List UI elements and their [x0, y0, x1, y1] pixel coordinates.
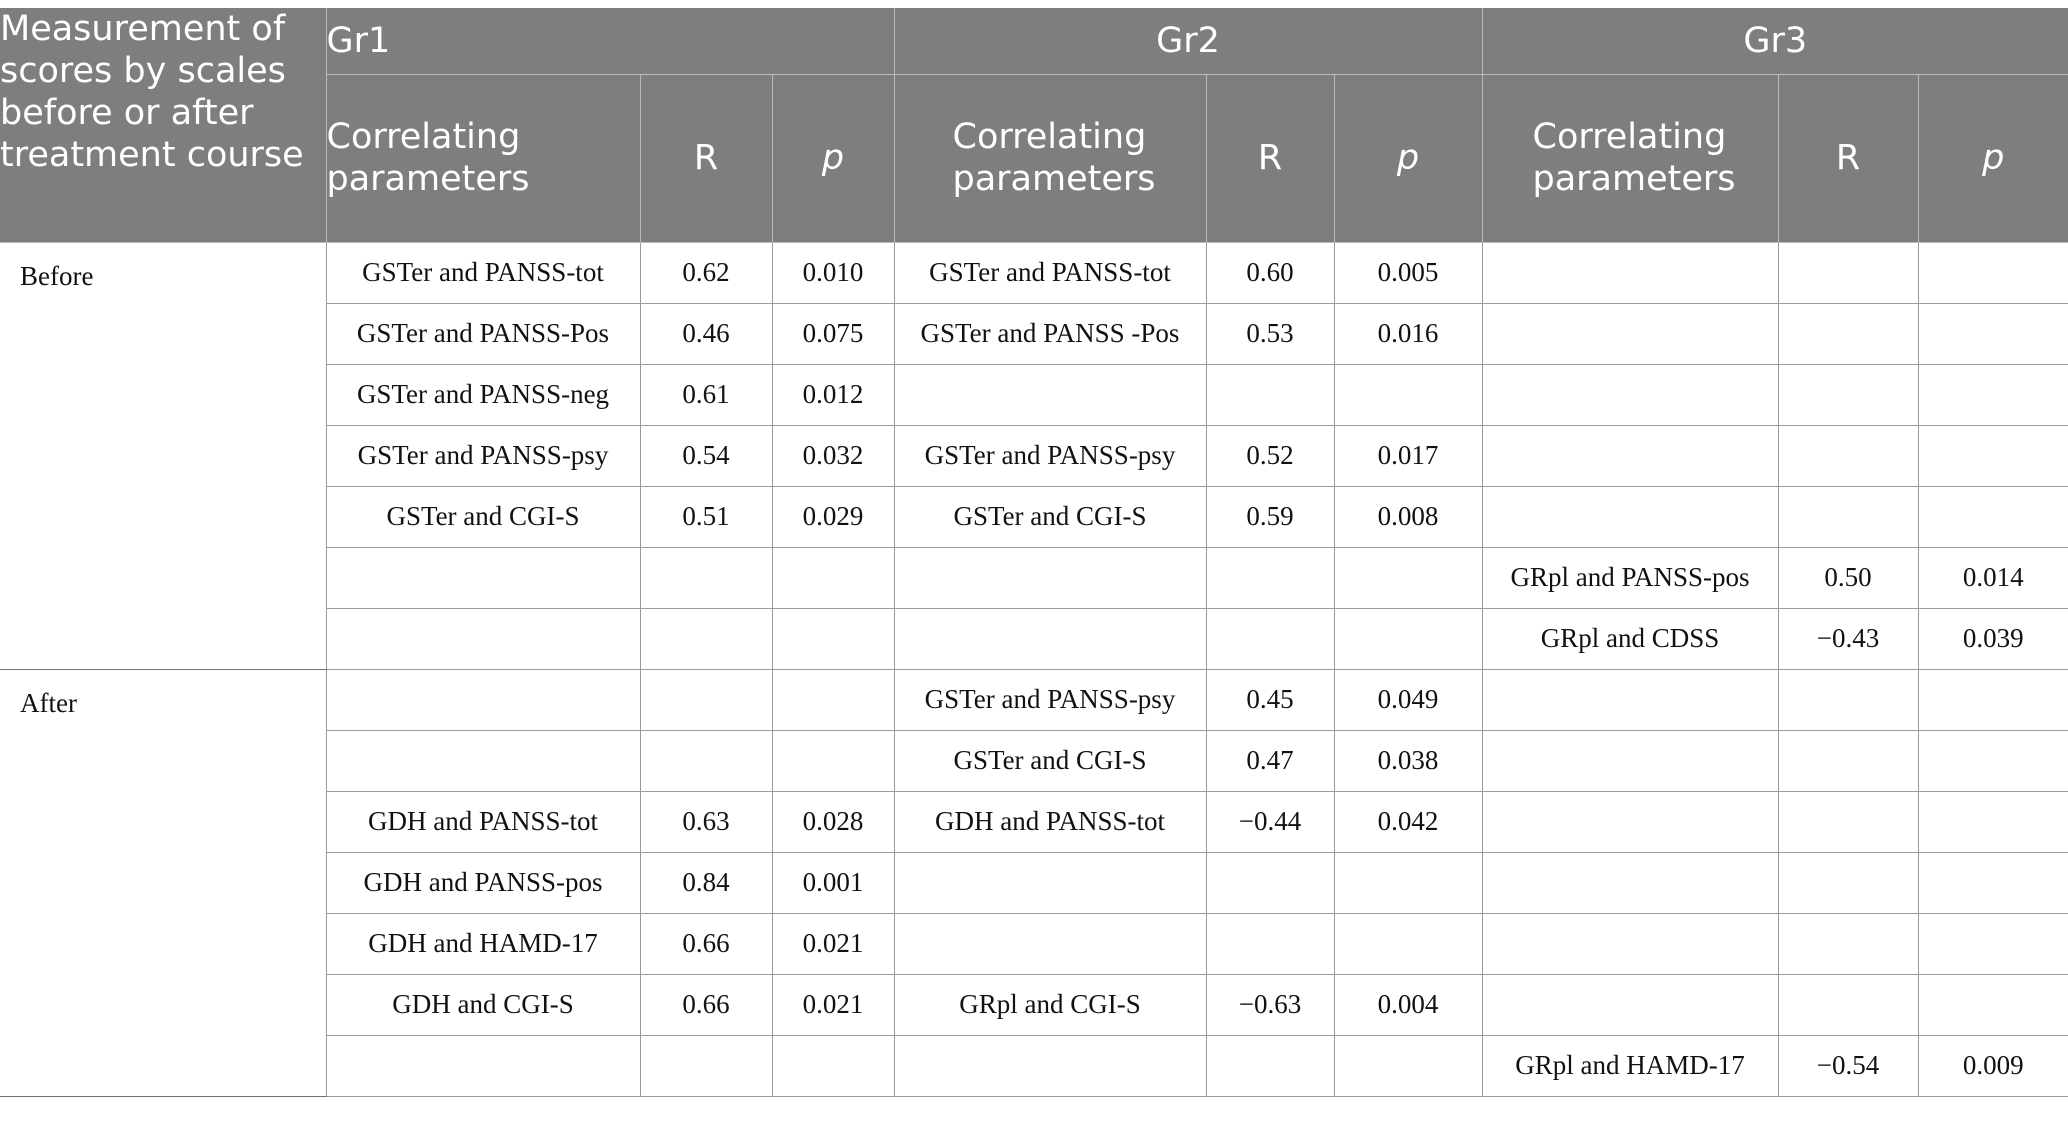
table-body	[0, 242, 2068, 1096]
gr2-parameters	[894, 852, 1206, 913]
gr1-r: 0.66	[640, 974, 772, 1035]
gr1-p: 0.028	[772, 791, 894, 852]
gr1-p	[772, 1035, 894, 1096]
gr2-r: 0.59	[1206, 486, 1334, 547]
gr2-parameters: GRpl and CGI-S	[894, 974, 1206, 1035]
gr2-r	[1206, 852, 1334, 913]
header-p: p	[1918, 74, 2068, 242]
gr1-p: 0.029	[772, 486, 894, 547]
gr3-r	[1778, 669, 1918, 730]
gr2-p	[1334, 913, 1482, 974]
gr3-parameters	[1482, 791, 1778, 852]
header-r: R	[1206, 74, 1334, 242]
gr2-r	[1206, 608, 1334, 669]
gr1-p: 0.021	[772, 974, 894, 1035]
gr2-r	[1206, 364, 1334, 425]
gr3-r: −0.54	[1778, 1035, 1918, 1096]
gr1-parameters: GDH and CGI-S	[326, 974, 640, 1035]
gr2-r	[1206, 1035, 1334, 1096]
gr3-parameters	[1482, 242, 1778, 303]
gr3-parameters	[1482, 852, 1778, 913]
gr1-p: 0.012	[772, 364, 894, 425]
gr2-parameters: GSTer and PANSS -Pos	[894, 303, 1206, 364]
gr1-parameters: GDH and PANSS-pos	[326, 852, 640, 913]
gr3-parameters: GRpl and CDSS	[1482, 608, 1778, 669]
gr3-r: 0.50	[1778, 547, 1918, 608]
gr2-parameters	[894, 364, 1206, 425]
gr2-parameters: GSTer and PANSS-psy	[894, 669, 1206, 730]
gr2-p	[1334, 1035, 1482, 1096]
gr3-p: 0.009	[1918, 1035, 2068, 1096]
gr2-p: 0.038	[1334, 730, 1482, 791]
gr3-r	[1778, 913, 1918, 974]
gr2-p: 0.017	[1334, 425, 1482, 486]
gr2-p: 0.042	[1334, 791, 1482, 852]
gr1-p: 0.021	[772, 913, 894, 974]
gr1-r: 0.61	[640, 364, 772, 425]
gr1-r: 0.66	[640, 913, 772, 974]
gr1-parameters	[326, 547, 640, 608]
gr2-p: 0.005	[1334, 242, 1482, 303]
gr3-p	[1918, 486, 2068, 547]
header-measurement: Measurement of scores by scales before or after treatment course	[0, 8, 326, 242]
gr2-p	[1334, 852, 1482, 913]
gr2-p	[1334, 547, 1482, 608]
gr1-r: 0.62	[640, 242, 772, 303]
gr3-parameters: GRpl and HAMD-17	[1482, 1035, 1778, 1096]
gr1-parameters: GDH and HAMD-17	[326, 913, 640, 974]
gr3-p	[1918, 974, 2068, 1035]
gr3-r	[1778, 364, 1918, 425]
gr3-p	[1918, 852, 2068, 913]
gr3-p	[1918, 791, 2068, 852]
header-p: p	[1334, 74, 1482, 242]
gr2-r	[1206, 913, 1334, 974]
gr2-parameters	[894, 1035, 1206, 1096]
header-r: R	[1778, 74, 1918, 242]
gr3-parameters	[1482, 486, 1778, 547]
correlation-table	[0, 8, 2068, 1097]
gr3-r	[1778, 852, 1918, 913]
table-row	[0, 669, 2068, 730]
gr1-p	[772, 608, 894, 669]
gr2-r: 0.47	[1206, 730, 1334, 791]
gr2-parameters: GSTer and PANSS-psy	[894, 425, 1206, 486]
gr2-r: −0.44	[1206, 791, 1334, 852]
gr1-parameters	[326, 730, 640, 791]
gr2-p: 0.008	[1334, 486, 1482, 547]
gr2-p	[1334, 364, 1482, 425]
gr1-r	[640, 669, 772, 730]
gr2-r: 0.53	[1206, 303, 1334, 364]
gr2-r: 0.60	[1206, 242, 1334, 303]
gr3-p	[1918, 669, 2068, 730]
gr3-r	[1778, 242, 1918, 303]
gr1-r: 0.46	[640, 303, 772, 364]
header-group-2: Gr2	[894, 8, 1482, 74]
gr1-parameters: GSTer and CGI-S	[326, 486, 640, 547]
gr3-p	[1918, 242, 2068, 303]
gr3-parameters	[1482, 669, 1778, 730]
stage-after: After	[0, 669, 326, 1096]
gr2-r: 0.45	[1206, 669, 1334, 730]
gr1-r: 0.84	[640, 852, 772, 913]
gr3-p: 0.014	[1918, 547, 2068, 608]
gr3-p: 0.039	[1918, 608, 2068, 669]
header-p: p	[772, 74, 894, 242]
gr1-p: 0.001	[772, 852, 894, 913]
gr2-parameters: GDH and PANSS-tot	[894, 791, 1206, 852]
header-r: R	[640, 74, 772, 242]
gr3-p	[1918, 425, 2068, 486]
gr1-p: 0.032	[772, 425, 894, 486]
gr1-p	[772, 547, 894, 608]
table-row	[0, 242, 2068, 303]
gr2-parameters: GSTer and CGI-S	[894, 486, 1206, 547]
gr2-p	[1334, 608, 1482, 669]
gr3-parameters: GRpl and PANSS-pos	[1482, 547, 1778, 608]
gr3-r	[1778, 303, 1918, 364]
header-group-1: Gr1	[326, 8, 894, 74]
gr1-p	[772, 730, 894, 791]
gr1-r: 0.54	[640, 425, 772, 486]
gr2-r: −0.63	[1206, 974, 1334, 1035]
gr3-r: −0.43	[1778, 608, 1918, 669]
gr1-r: 0.63	[640, 791, 772, 852]
gr1-r	[640, 547, 772, 608]
gr2-parameters	[894, 913, 1206, 974]
gr3-p	[1918, 913, 2068, 974]
gr3-p	[1918, 730, 2068, 791]
gr1-r	[640, 730, 772, 791]
gr3-r	[1778, 486, 1918, 547]
gr3-p	[1918, 364, 2068, 425]
gr1-parameters: GSTer and PANSS-psy	[326, 425, 640, 486]
gr2-p: 0.004	[1334, 974, 1482, 1035]
gr3-parameters	[1482, 974, 1778, 1035]
gr3-parameters	[1482, 303, 1778, 364]
gr2-r	[1206, 547, 1334, 608]
gr2-parameters	[894, 608, 1206, 669]
gr1-parameters	[326, 1035, 640, 1096]
gr1-r: 0.51	[640, 486, 772, 547]
gr2-parameters	[894, 547, 1206, 608]
gr3-parameters	[1482, 913, 1778, 974]
gr2-p: 0.049	[1334, 669, 1482, 730]
gr3-r	[1778, 791, 1918, 852]
header-correlating-parameters: Correlating parameters	[894, 74, 1206, 242]
header-group-3: Gr3	[1482, 8, 2068, 74]
gr1-parameters: GDH and PANSS-tot	[326, 791, 640, 852]
gr1-r	[640, 1035, 772, 1096]
gr2-r: 0.52	[1206, 425, 1334, 486]
gr1-parameters	[326, 669, 640, 730]
gr1-parameters	[326, 608, 640, 669]
gr1-r	[640, 608, 772, 669]
gr1-parameters: GSTer and PANSS-Pos	[326, 303, 640, 364]
gr2-parameters: GSTer and CGI-S	[894, 730, 1206, 791]
gr3-parameters	[1482, 730, 1778, 791]
gr3-parameters	[1482, 425, 1778, 486]
stage-before: Before	[0, 242, 326, 669]
gr2-p: 0.016	[1334, 303, 1482, 364]
gr3-r	[1778, 425, 1918, 486]
header-correlating-parameters: Correlating parameters	[326, 74, 640, 242]
gr3-r	[1778, 974, 1918, 1035]
gr3-parameters	[1482, 364, 1778, 425]
gr1-p: 0.075	[772, 303, 894, 364]
gr1-parameters: GSTer and PANSS-neg	[326, 364, 640, 425]
gr1-parameters: GSTer and PANSS-tot	[326, 242, 640, 303]
gr1-p: 0.010	[772, 242, 894, 303]
gr3-r	[1778, 730, 1918, 791]
header-correlating-parameters: Correlating parameters	[1482, 74, 1778, 242]
header-row-groups	[0, 8, 2068, 74]
gr3-p	[1918, 303, 2068, 364]
gr1-p	[772, 669, 894, 730]
gr2-parameters: GSTer and PANSS-tot	[894, 242, 1206, 303]
